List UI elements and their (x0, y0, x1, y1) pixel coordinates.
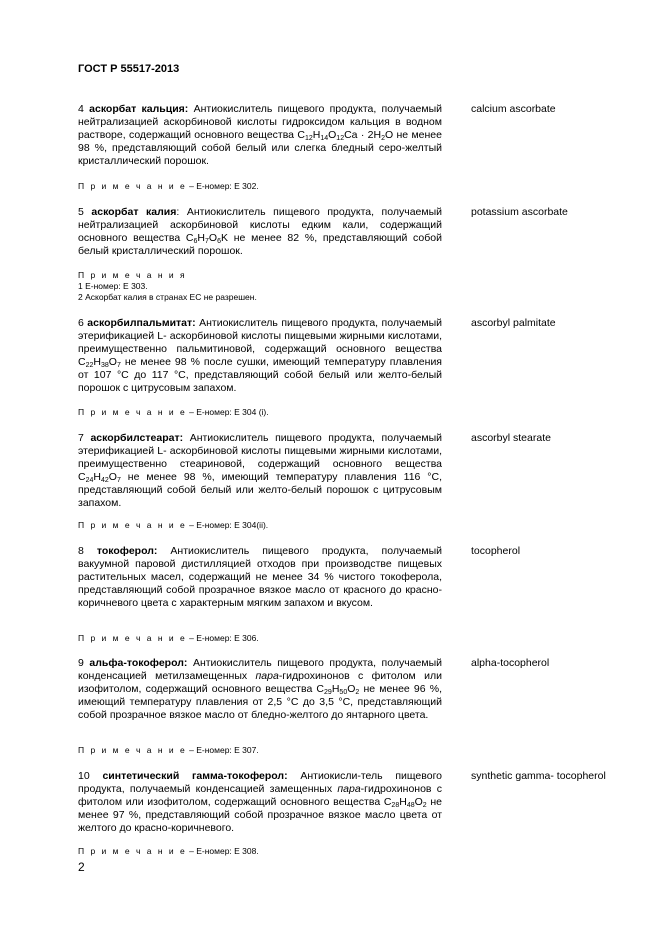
english-term: calcium ascorbate (471, 103, 556, 115)
term-name: аскорбилстеарат: (90, 432, 184, 444)
term-definition: 9 альфа-токоферол: Антиокислитель пищевого продукта, получаемый конденсацией метилзамещенных пара-гидрохинонов с фитолом или изофитолом, содержащий основного вещества $C_{29}H_{50}O_2$ не менее 96 %, имеющий температуру плавления от 2,5 °С до 3,5 °С, представляющий собой прозрачное вязкое масло от бледно-желтого до янтарного цвета. (78, 657, 443, 721)
note: П р и м е ч а н и е – Е-номер: Е 308. (78, 846, 259, 856)
term-entry-9 (78, 657, 550, 722)
note: П р и м е ч а н и е – Е-номер: Е 306. (78, 633, 259, 643)
term-entry-8 (78, 545, 521, 610)
note: П р и м е ч а н и е – Е-номер: Е 307. (78, 745, 259, 755)
english-term: ascorbyl stearate (471, 432, 551, 444)
term-definition: 10 синтетический гамма-токоферол: Антиокисли-тель пищевого продукта, получаемый конденсацией замещенных пара-гидрохинонов с фитолом или изофитолом, содержащий основного вещества $C_{28}H_{48}O_2$ не менее 97 %, представляющий собой прозрачное вязкое масло цвета от желтого до красно-коричневого. (78, 770, 443, 834)
term-name: аскорбат кальция: (89, 103, 189, 115)
english-term: ascorbyl palmitate (471, 317, 556, 329)
term-entry-10 (78, 770, 606, 835)
note: П р и м е ч а н и я 1 Е-номер: Е 303. 2 Аскорбат калия в странах ЕС не разрешен. (78, 270, 257, 302)
term-definition: 5 аскорбат калия: Антиокислитель пищевого продукта, получаемый нейтрализацией аскорбиновой кислоты едким кали, содержащий основного вещества $C_6H_7O_6K$ не менее 82 %, представляющий собой белый кристаллический порошок. (78, 206, 443, 257)
english-term: tocopherol (471, 545, 521, 557)
term-entry-5 (78, 206, 568, 258)
term-entry-7 (78, 432, 551, 510)
term-definition: 4 аскорбат кальция: Антиокислитель пищевого продукта, получаемый нейтрализацией аскорбиновой кислоты гидроксидом кальция в водном растворе, содержащий основного вещества $C_{12}H_{14}O_{12}Ca \cdot 2H_2O$ не менее 98 %, представляющий собой белый или слегка бледный серо-желтый кристаллический порошок. (78, 103, 443, 167)
term-entry-6 (78, 317, 556, 395)
term-definition: 7 аскорбилстеарат: Антиокислитель пищевого продукта, получаемый этерификацией L- аскорбиновой кислоты пищевыми жирными кислотами, преимущественно стеариновой, содержащий основного вещества $C_{24}H_{42}O_7$ не менее 98 %, имеющий температуру плавления 116 °С, представляющий собой белый или желто-белый порошок с цитрусовым запахом. (78, 432, 443, 509)
note: П р и м е ч а н и е – Е-номер: Е 302. (78, 181, 259, 191)
term-name: аскорбилпальмитат: (87, 317, 196, 329)
term-definition: 6 аскорбилпальмитат: Антиокислитель пищевого продукта, получаемый этерификацией L- аскорбиновой кислоты пищевыми жирными кислотами, преимущественно пальмитиновой, содержащий основного вещества $C_{22}H_{38}O_7$ не менее 98 % после сушки, имеющий температуру плавления от 107 °С до 117 °С, представляющий собой белый или желто-белый порошок с цитрусовым запахом. (78, 317, 442, 394)
english-term: alpha-tocopherol (471, 657, 550, 669)
english-term: potassium ascorbate (471, 206, 568, 218)
term-name: синтетический гамма-токоферол: (102, 770, 288, 782)
note: П р и м е ч а н и е – Е-номер: Е 304(ii). (78, 520, 269, 530)
term-name: альфа-токоферол: (89, 657, 188, 669)
document-header: ГОСТ Р 55517-2013 (78, 63, 180, 75)
term-definition: 8 токоферол: Антиокислитель пищевого продукта, получаемый вакуумной паровой дистилляцией отходов при производстве пищевых растительных масел, содержащий не менее 34 % чистого токоферола, представляющий собой прозрачное вязкое масло от красного до красно-коричневого цвета с характерным мягким запахом и вкусом. (78, 545, 442, 609)
note: П р и м е ч а н и е – Е-номер: Е 304 (i). (78, 407, 269, 417)
term-name: токоферол: (96, 545, 158, 557)
page-number: 2 (78, 860, 85, 874)
english-term: synthetic gamma- tocopherol (471, 770, 606, 782)
term-name: аскорбат калия (91, 206, 177, 218)
term-entry-4 (78, 103, 556, 168)
